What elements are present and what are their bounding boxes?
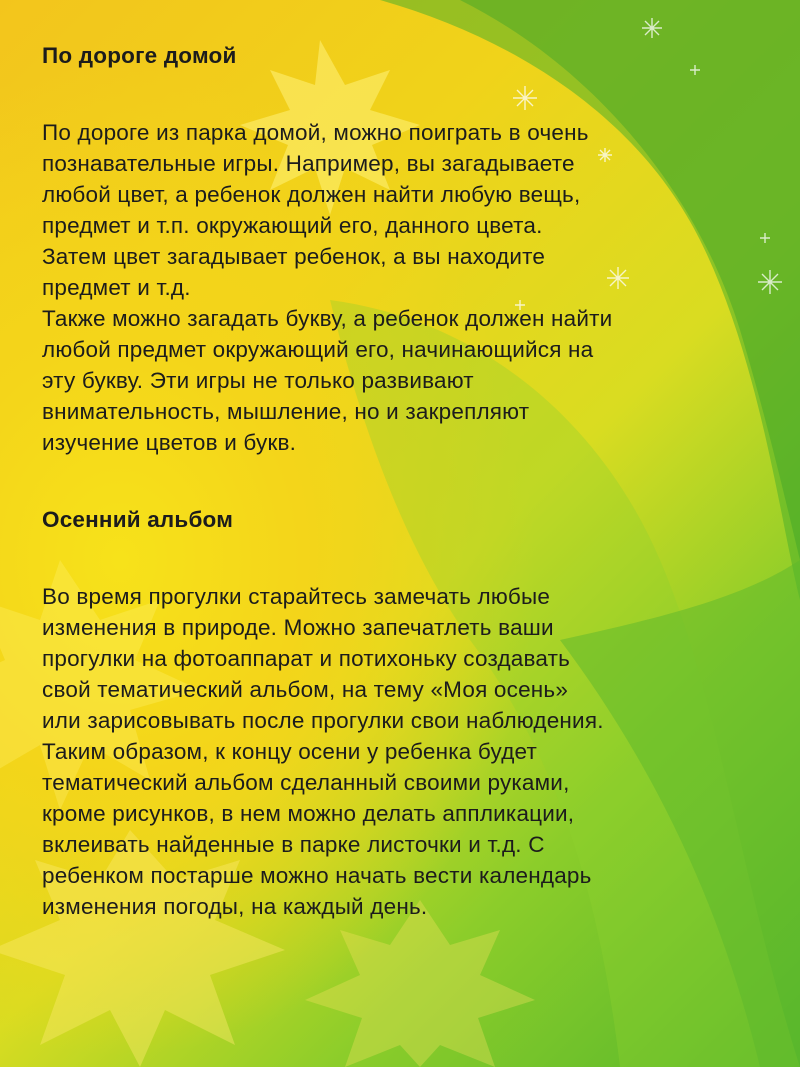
spacer	[42, 535, 782, 581]
paragraph-line: любой предмет окружающий его, начинающийся на	[42, 337, 594, 362]
paragraph-line: внимательность, мышление, но и закрепляют	[42, 399, 530, 424]
paragraph-line: тематический альбом сделанный своими руками,	[42, 770, 570, 795]
maple-leaf-icon	[305, 900, 535, 1067]
paragraph-line: Затем цвет загадывает ребенок, а вы находите	[42, 244, 546, 269]
paragraph-line: изменения в природе. Можно запечатлеть ваши	[42, 615, 554, 640]
paragraph-line: По дороге из парка домой, можно поиграть в очень	[42, 120, 589, 145]
paragraph-line: изменения погоды, на каждый день.	[42, 894, 428, 919]
spacer	[42, 458, 782, 504]
section-heading-autumn-album: Осенний альбом	[42, 507, 234, 532]
section-heading-way-home: По дороге домой	[42, 43, 237, 68]
paragraph-line: или зарисовывать после прогулки свои наблюдения.	[42, 708, 604, 733]
paragraph-line: свой тематический альбом, на тему «Моя осень»	[42, 677, 569, 702]
paragraph-line: предмет и т.п. окружающий его, данного цвета.	[42, 213, 543, 238]
paragraph-line: кроме рисунков, в нем можно делать аппликации,	[42, 801, 575, 826]
paragraph-line: Также можно загадать букву, а ребенок должен найти	[42, 306, 613, 331]
paragraph-line: Во время прогулки старайтесь замечать любые	[42, 584, 551, 609]
paragraph-line: прогулки на фотоаппарат и потихоньку создавать	[42, 646, 571, 671]
paragraph-line: предмет и т.д.	[42, 275, 191, 300]
paragraph-line: изучение цветов и букв.	[42, 430, 297, 455]
paragraph-line: познавательные игры. Например, вы загадываете	[42, 151, 575, 176]
paragraph-line: эту букву. Эти игры не только развивают	[42, 368, 474, 393]
paragraph-line: Таким образом, к концу осени у ребенка будет	[42, 739, 537, 764]
paragraph-line: ребенком постарше можно начать вести календарь	[42, 863, 592, 888]
paragraph-line: вклеивать найденные в парке листочки и т.д. С	[42, 832, 545, 857]
paragraph-line: любой цвет, а ребенок должен найти любую вещь,	[42, 182, 581, 207]
text-content	[42, 40, 782, 922]
spacer	[42, 71, 782, 117]
